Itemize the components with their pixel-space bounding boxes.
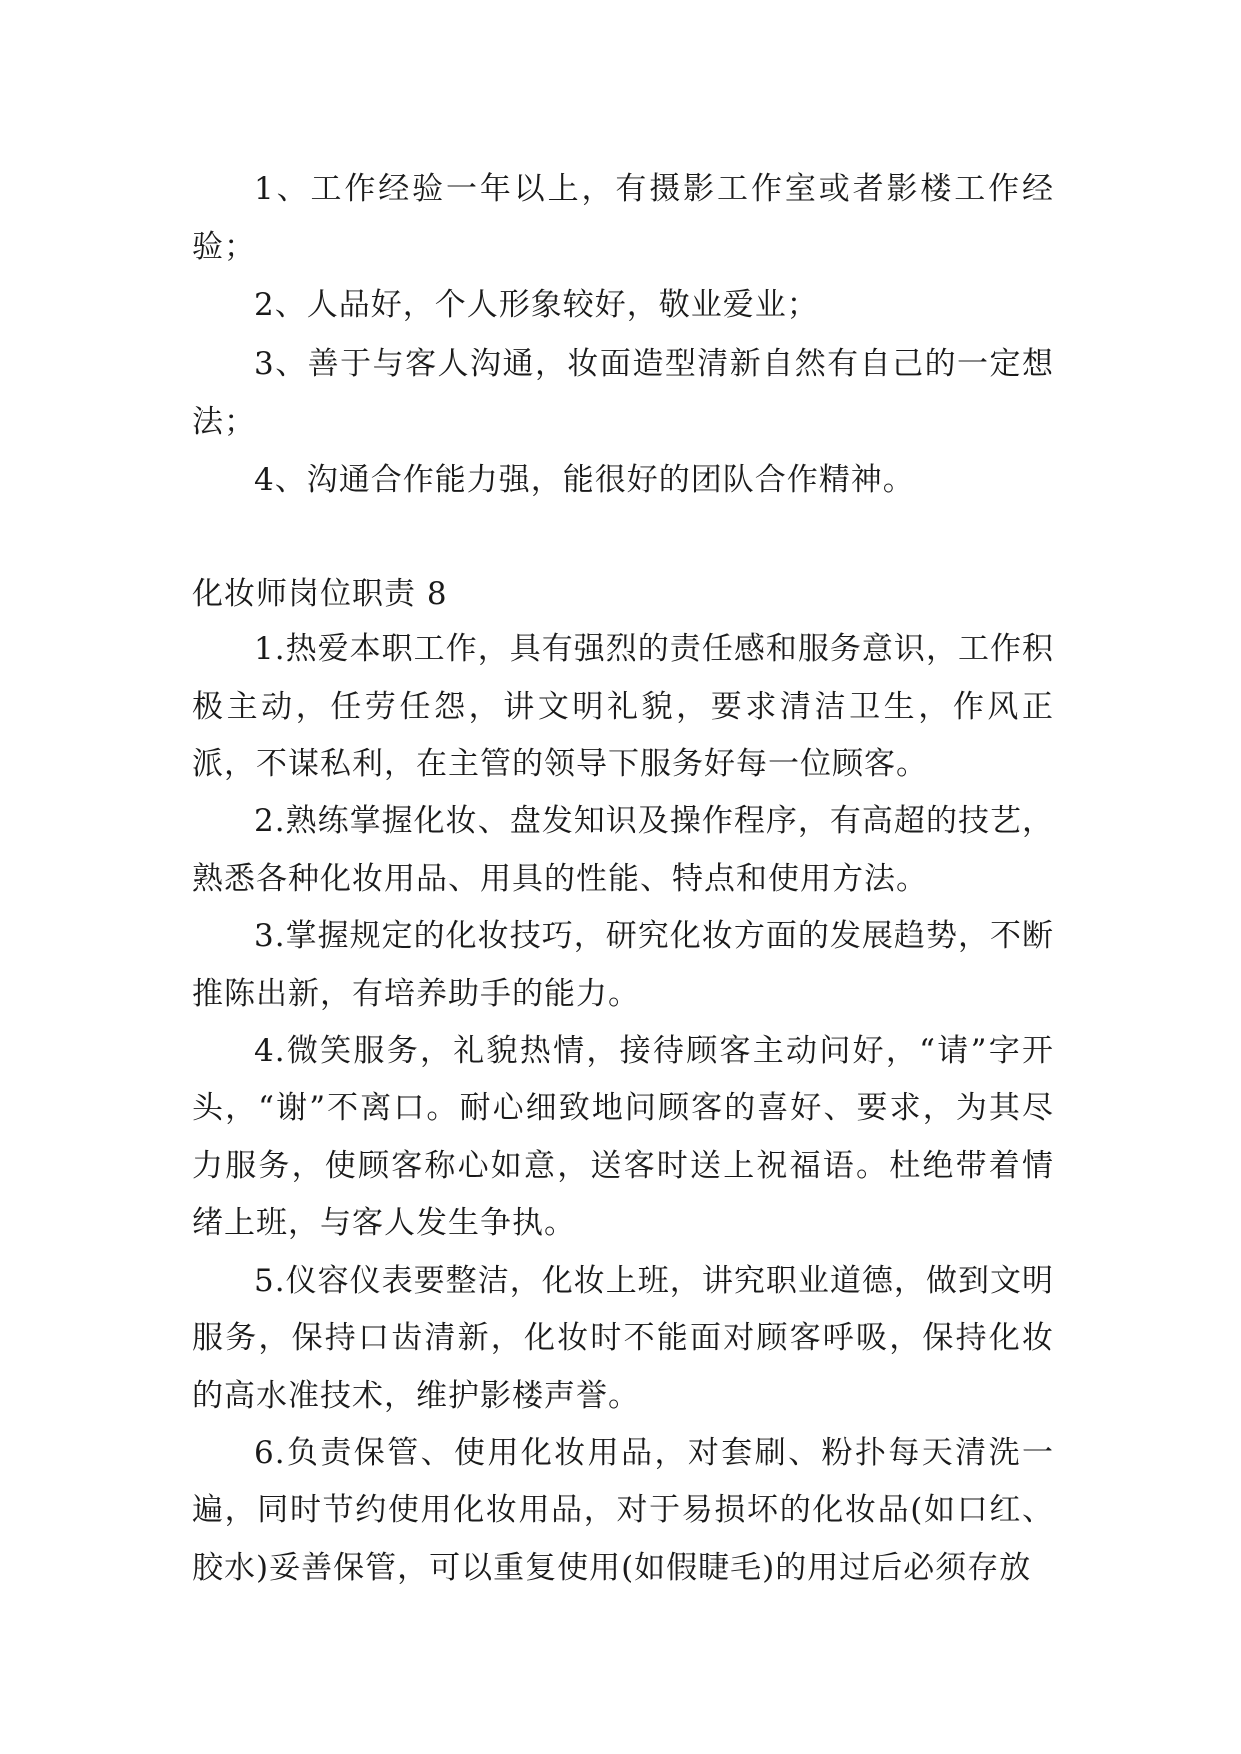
duty-item-6: 6.负责保管、使用化妆用品，对套刷、粉扑每天清洗一遍，同时节约使用化妆用品，对于易损坏的化妆品(如口红、胶水)妥善保管，可以重复使用(如假睫毛)的用过后必须存放 bbox=[192, 1434, 1054, 1586]
requirement-item-4: 4、沟通合作能力强，能很好的团队合作精神。 bbox=[254, 462, 915, 499]
duty-item-4: 4.微笑服务，礼貌热情，接待顾客主动问好，“请”字开头，“谢”不离口。耐心细致地问顾客的喜好、要求，为其尽力服务，使顾客称心如意，送客时送上祝福语。杜绝带着情绪上班，与客人发生争执。 bbox=[192, 1033, 1054, 1242]
section-title: 化妆师岗位职责 8 bbox=[192, 576, 448, 613]
requirement-item-3: 3、善于与客人沟通，妆面造型清新自然有自己的一定想法； bbox=[192, 345, 1054, 440]
document-body bbox=[192, 160, 1054, 1597]
duties-section bbox=[192, 567, 1054, 1597]
duty-item-2: 2.熟练掌握化妆、盘发知识及操作程序，有高超的技艺，熟悉各种化妆用品、用具的性能、特点和使用方法。 bbox=[192, 803, 1054, 897]
requirements-section bbox=[192, 160, 1054, 509]
requirement-item-1: 1、工作经验一年以上，有摄影工作室或者影楼工作经验； bbox=[192, 171, 1054, 266]
duty-item-1: 1.热爱本职工作，具有强烈的责任感和服务意识，工作积极主动，任劳任怨，讲文明礼貌，要求清洁卫生，作风正派，不谋私利，在主管的领导下服务好每一位顾客。 bbox=[192, 631, 1054, 783]
requirement-item-2: 2、人品好，个人形象较好，敬业爱业； bbox=[254, 287, 819, 324]
duty-item-3: 3.掌握规定的化妆技巧，研究化妆方面的发展趋势，不断推陈出新，有培养助手的能力。 bbox=[192, 918, 1054, 1012]
duty-item-5: 5.仪容仪表要整洁，化妆上班，讲究职业道德，做到文明服务，保持口齿清新，化妆时不能面对顾客呼吸，保持化妆的高水准技术，维护影楼声誉。 bbox=[192, 1262, 1054, 1414]
